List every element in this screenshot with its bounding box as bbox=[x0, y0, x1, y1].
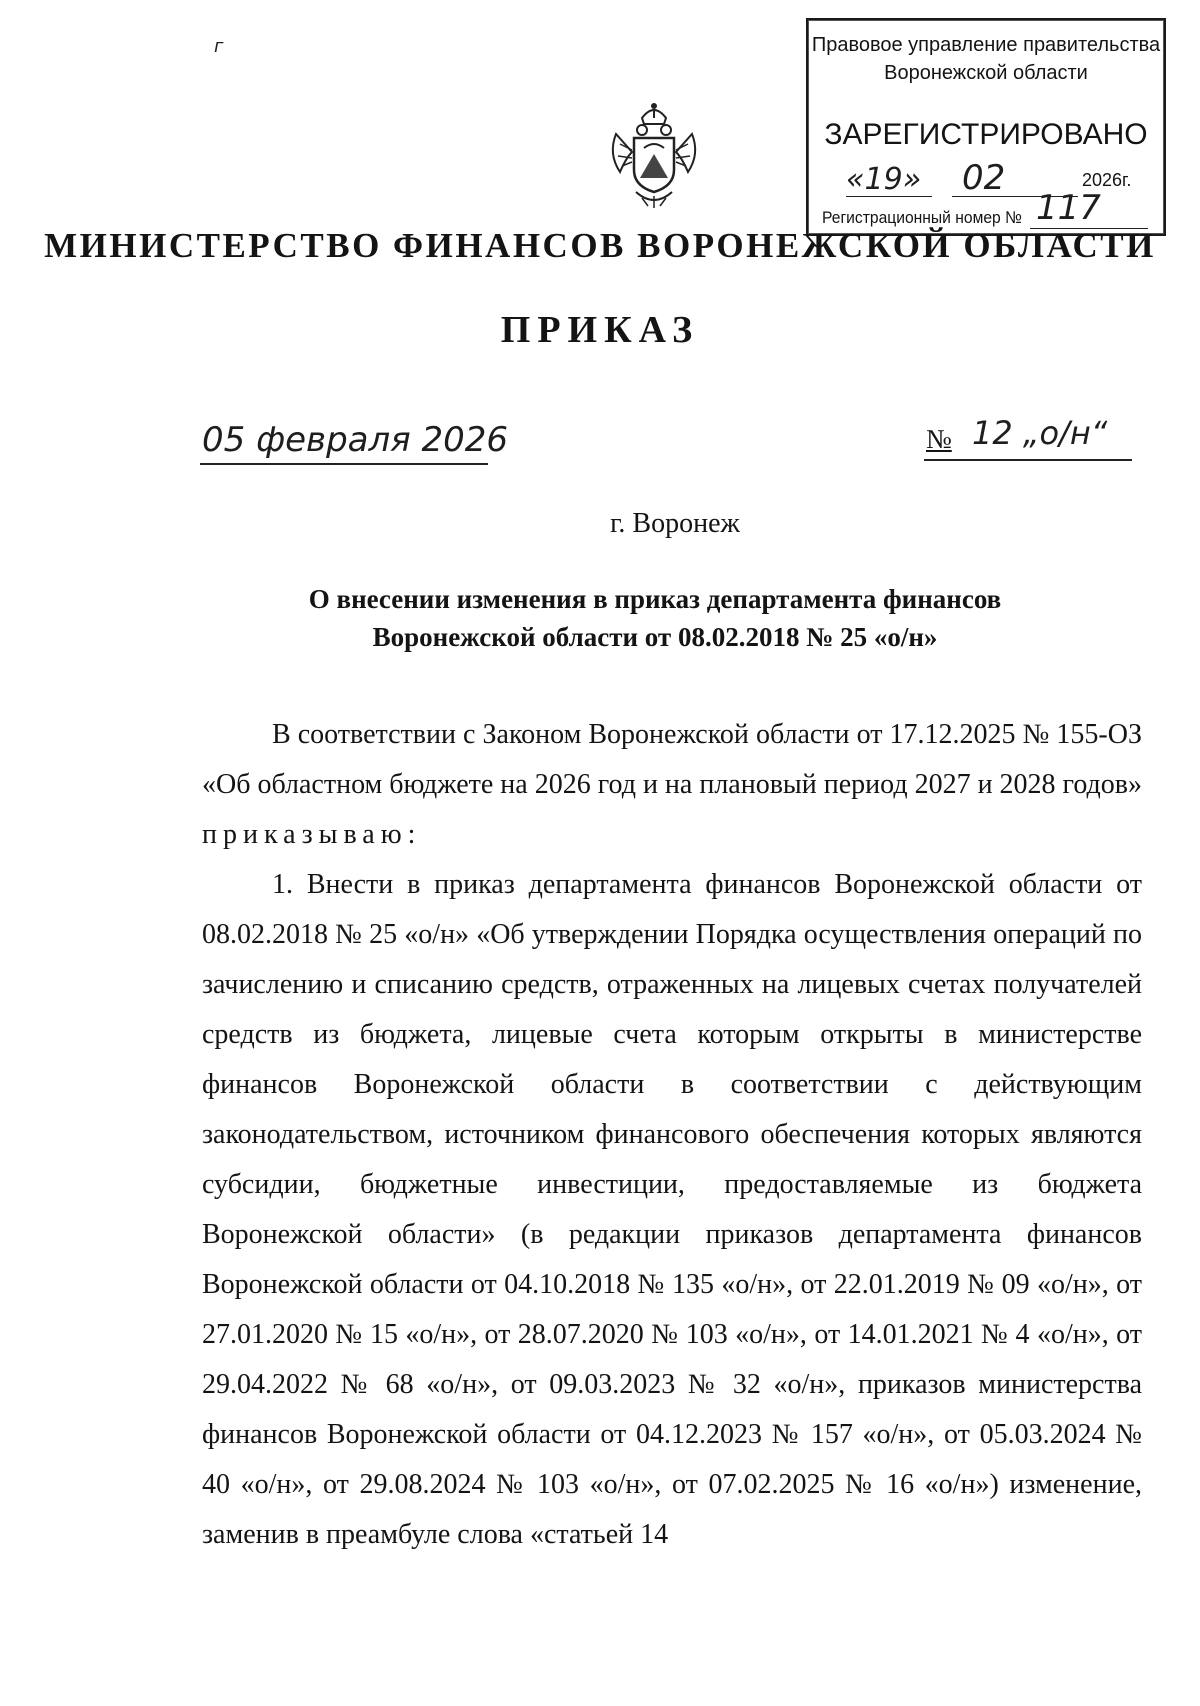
coat-of-arms-emblem bbox=[606, 100, 702, 210]
stamp-reg-number: 117 bbox=[1036, 188, 1101, 228]
stamp-org-line1: Правовое управление правительства bbox=[811, 34, 1161, 56]
document-body bbox=[202, 710, 1142, 1560]
document-subject bbox=[230, 580, 1080, 656]
stamp-month: 02 bbox=[962, 158, 1006, 198]
document-type-title: ПРИКАЗ bbox=[500, 309, 700, 351]
document-number-label: № bbox=[926, 424, 952, 454]
stamp-org-line2: Воронежской области bbox=[884, 62, 1088, 84]
subject-line1: О внесении изменения в приказ департамента финансов bbox=[308, 584, 1002, 614]
number-underline bbox=[924, 459, 1132, 461]
stamp-day-line bbox=[846, 196, 932, 197]
stamp-registered: ЗАРЕГИСТРИРОВАНО bbox=[824, 118, 1148, 151]
subject-line2: Воронежской области от 08.02.2018 № 25 «о/н» bbox=[372, 622, 938, 652]
document-date: 05 февраля 2026 bbox=[202, 420, 509, 460]
stamp-day: «19» bbox=[846, 162, 922, 197]
corner-mark: г bbox=[214, 36, 224, 57]
preamble-paragraph: В соответствии с Законом Воронежской области от 17.12.2025 № 155-ОЗ «Об областном бюджете на 2026 год и на плановый период 2027 и 2028 годов» bbox=[202, 719, 1142, 800]
stamp-date bbox=[846, 158, 1146, 202]
ministry-heading: МИНИСТЕРСТВО ФИНАНСОВ ВОРОНЕЖСКОЙ ОБЛАСТИ bbox=[44, 226, 1156, 265]
date-underline bbox=[200, 463, 488, 465]
item-1-paragraph: 1. Внести в приказ департамента финансов Воронежской области от 08.02.2018 № 25 «о/н» «Об утверждении Порядка осуществления операций по зачислению и списанию средств, отраженных на лицевых счетах получателей средств из бюджета, лицевые счета которым открыты в министерстве финансов Воронежской области в соответствии с действующим законодательством, источником финансового обеспечения которых являются субсидии, бюджетные инвестиции, предоставляемые из бюджета Воронежской области» (в редакции приказов департамента финансов Воронежской области от 04.10.2018 № 135 «о/н», от 22.01.2019 № 09 «о/н», от 27.01.2020 № 15 «о/н», от 28.07.2020 № 103 «о/н», от 14.01.2021 № 4 «о/н», от 29.04.2022 № 68 «о/н», от 09.03.2023 № 32 «о/н», приказов министерства финансов Воронежской области от 04.12.2023 № 157 «о/н», от 05.03.2024 № 40 «о/н», от 29.08.2024 № 103 «о/н», от 07.02.2025 № 16 «о/н») изменение, заменив в преамбуле слова «статьей 14 bbox=[202, 869, 1142, 1550]
city-line: г. Воронеж bbox=[610, 508, 740, 539]
document-number: 12 „о/н“ bbox=[972, 414, 1108, 452]
registration-stamp bbox=[806, 18, 1166, 236]
order-word: приказываю: bbox=[202, 819, 422, 850]
stamp-reg-number-label: Регистрационный номер № bbox=[822, 208, 1022, 227]
stamp-year: 2026г. bbox=[1082, 170, 1132, 190]
